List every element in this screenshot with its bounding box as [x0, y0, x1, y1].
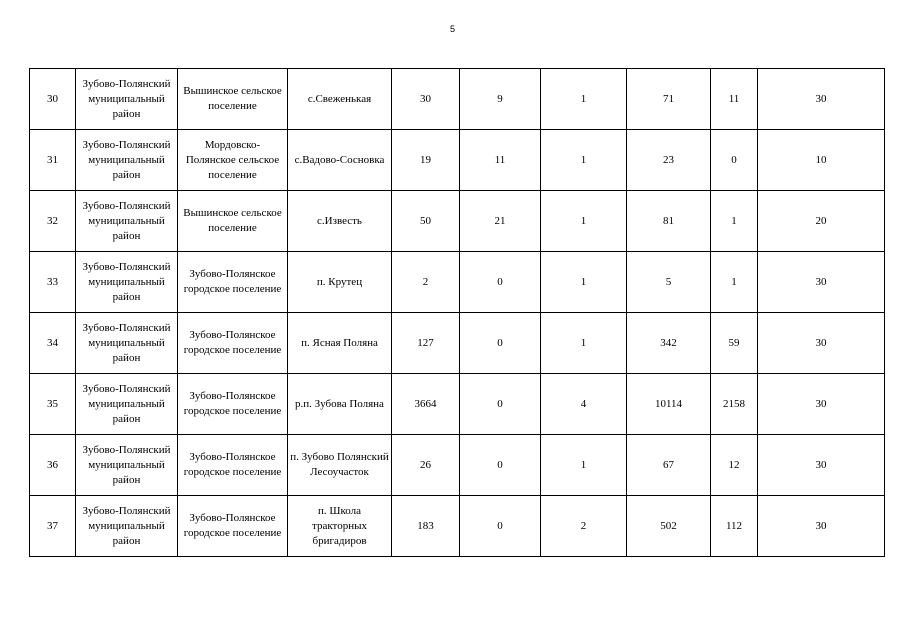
value-cell-5: 59	[711, 313, 758, 374]
value-cell-2: 0	[460, 374, 541, 435]
value-cell-6: 20	[758, 191, 885, 252]
value-cell-1: 50	[392, 191, 460, 252]
value-cell-1: 127	[392, 313, 460, 374]
district-cell: Зубово-Полянский муниципальный район	[76, 130, 178, 191]
locality-cell: п. Крутец	[288, 252, 392, 313]
value-cell-4: 81	[627, 191, 711, 252]
value-cell-3: 1	[541, 313, 627, 374]
settlement-cell: Зубово-Полянское городское поселение	[178, 252, 288, 313]
value-cell-3: 1	[541, 130, 627, 191]
value-cell-3: 1	[541, 191, 627, 252]
value-cell-4: 10114	[627, 374, 711, 435]
settlement-cell: Зубово-Полянское городское поселение	[178, 435, 288, 496]
value-cell-4: 67	[627, 435, 711, 496]
settlement-cell: Вышинское сельское поселение	[178, 69, 288, 130]
locality-cell: п. Школа тракторных бригадиров	[288, 496, 392, 557]
row-number: 31	[30, 130, 76, 191]
table-row	[30, 191, 885, 252]
row-number: 36	[30, 435, 76, 496]
value-cell-2: 21	[460, 191, 541, 252]
value-cell-3: 1	[541, 435, 627, 496]
value-cell-5: 1	[711, 191, 758, 252]
table-row	[30, 252, 885, 313]
value-cell-4: 502	[627, 496, 711, 557]
value-cell-2: 0	[460, 313, 541, 374]
value-cell-5: 11	[711, 69, 758, 130]
row-number: 34	[30, 313, 76, 374]
value-cell-5: 12	[711, 435, 758, 496]
row-number: 37	[30, 496, 76, 557]
table-row	[30, 435, 885, 496]
district-cell: Зубово-Полянский муниципальный район	[76, 496, 178, 557]
value-cell-5: 1	[711, 252, 758, 313]
district-cell: Зубово-Полянский муниципальный район	[76, 374, 178, 435]
value-cell-6: 30	[758, 69, 885, 130]
row-number: 35	[30, 374, 76, 435]
value-cell-2: 9	[460, 69, 541, 130]
district-cell: Зубово-Полянский муниципальный район	[76, 69, 178, 130]
table-row	[30, 374, 885, 435]
page-number: 5	[449, 24, 455, 34]
value-cell-2: 11	[460, 130, 541, 191]
value-cell-5: 2158	[711, 374, 758, 435]
value-cell-1: 26	[392, 435, 460, 496]
value-cell-6: 30	[758, 435, 885, 496]
table-body	[30, 69, 885, 557]
value-cell-4: 5	[627, 252, 711, 313]
table-row	[30, 69, 885, 130]
locality-cell: с.Известь	[288, 191, 392, 252]
value-cell-4: 23	[627, 130, 711, 191]
value-cell-5: 0	[711, 130, 758, 191]
district-cell: Зубово-Полянский муниципальный район	[76, 313, 178, 374]
district-cell: Зубово-Полянский муниципальный район	[76, 252, 178, 313]
locality-cell: п. Зубово Полянский Лесоучасток	[288, 435, 392, 496]
table-row	[30, 496, 885, 557]
settlements-table	[29, 68, 885, 557]
table-row	[30, 313, 885, 374]
settlement-cell: Вышинское сельское поселение	[178, 191, 288, 252]
value-cell-5: 112	[711, 496, 758, 557]
value-cell-4: 71	[627, 69, 711, 130]
settlement-cell: Зубово-Полянское городское поселение	[178, 374, 288, 435]
row-number: 33	[30, 252, 76, 313]
value-cell-6: 30	[758, 374, 885, 435]
value-cell-6: 30	[758, 313, 885, 374]
locality-cell: р.п. Зубова Поляна	[288, 374, 392, 435]
value-cell-1: 3664	[392, 374, 460, 435]
district-cell: Зубово-Полянский муниципальный район	[76, 435, 178, 496]
value-cell-2: 0	[460, 252, 541, 313]
value-cell-3: 1	[541, 69, 627, 130]
value-cell-6: 30	[758, 496, 885, 557]
row-number: 30	[30, 69, 76, 130]
locality-cell: п. Ясная Поляна	[288, 313, 392, 374]
value-cell-3: 4	[541, 374, 627, 435]
value-cell-1: 2	[392, 252, 460, 313]
locality-cell: с.Свеженькая	[288, 69, 392, 130]
settlement-cell: Зубово-Полянское городское поселение	[178, 313, 288, 374]
value-cell-1: 183	[392, 496, 460, 557]
value-cell-2: 0	[460, 435, 541, 496]
value-cell-1: 30	[392, 69, 460, 130]
value-cell-1: 19	[392, 130, 460, 191]
value-cell-3: 1	[541, 252, 627, 313]
value-cell-4: 342	[627, 313, 711, 374]
district-cell: Зубово-Полянский муниципальный район	[76, 191, 178, 252]
locality-cell: с.Вадово-Сосновка	[288, 130, 392, 191]
value-cell-6: 10	[758, 130, 885, 191]
value-cell-3: 2	[541, 496, 627, 557]
table-row	[30, 130, 885, 191]
value-cell-2: 0	[460, 496, 541, 557]
row-number: 32	[30, 191, 76, 252]
settlement-cell: Мордовско-Полянское сельское поселение	[178, 130, 288, 191]
value-cell-6: 30	[758, 252, 885, 313]
settlement-cell: Зубово-Полянское городское поселение	[178, 496, 288, 557]
